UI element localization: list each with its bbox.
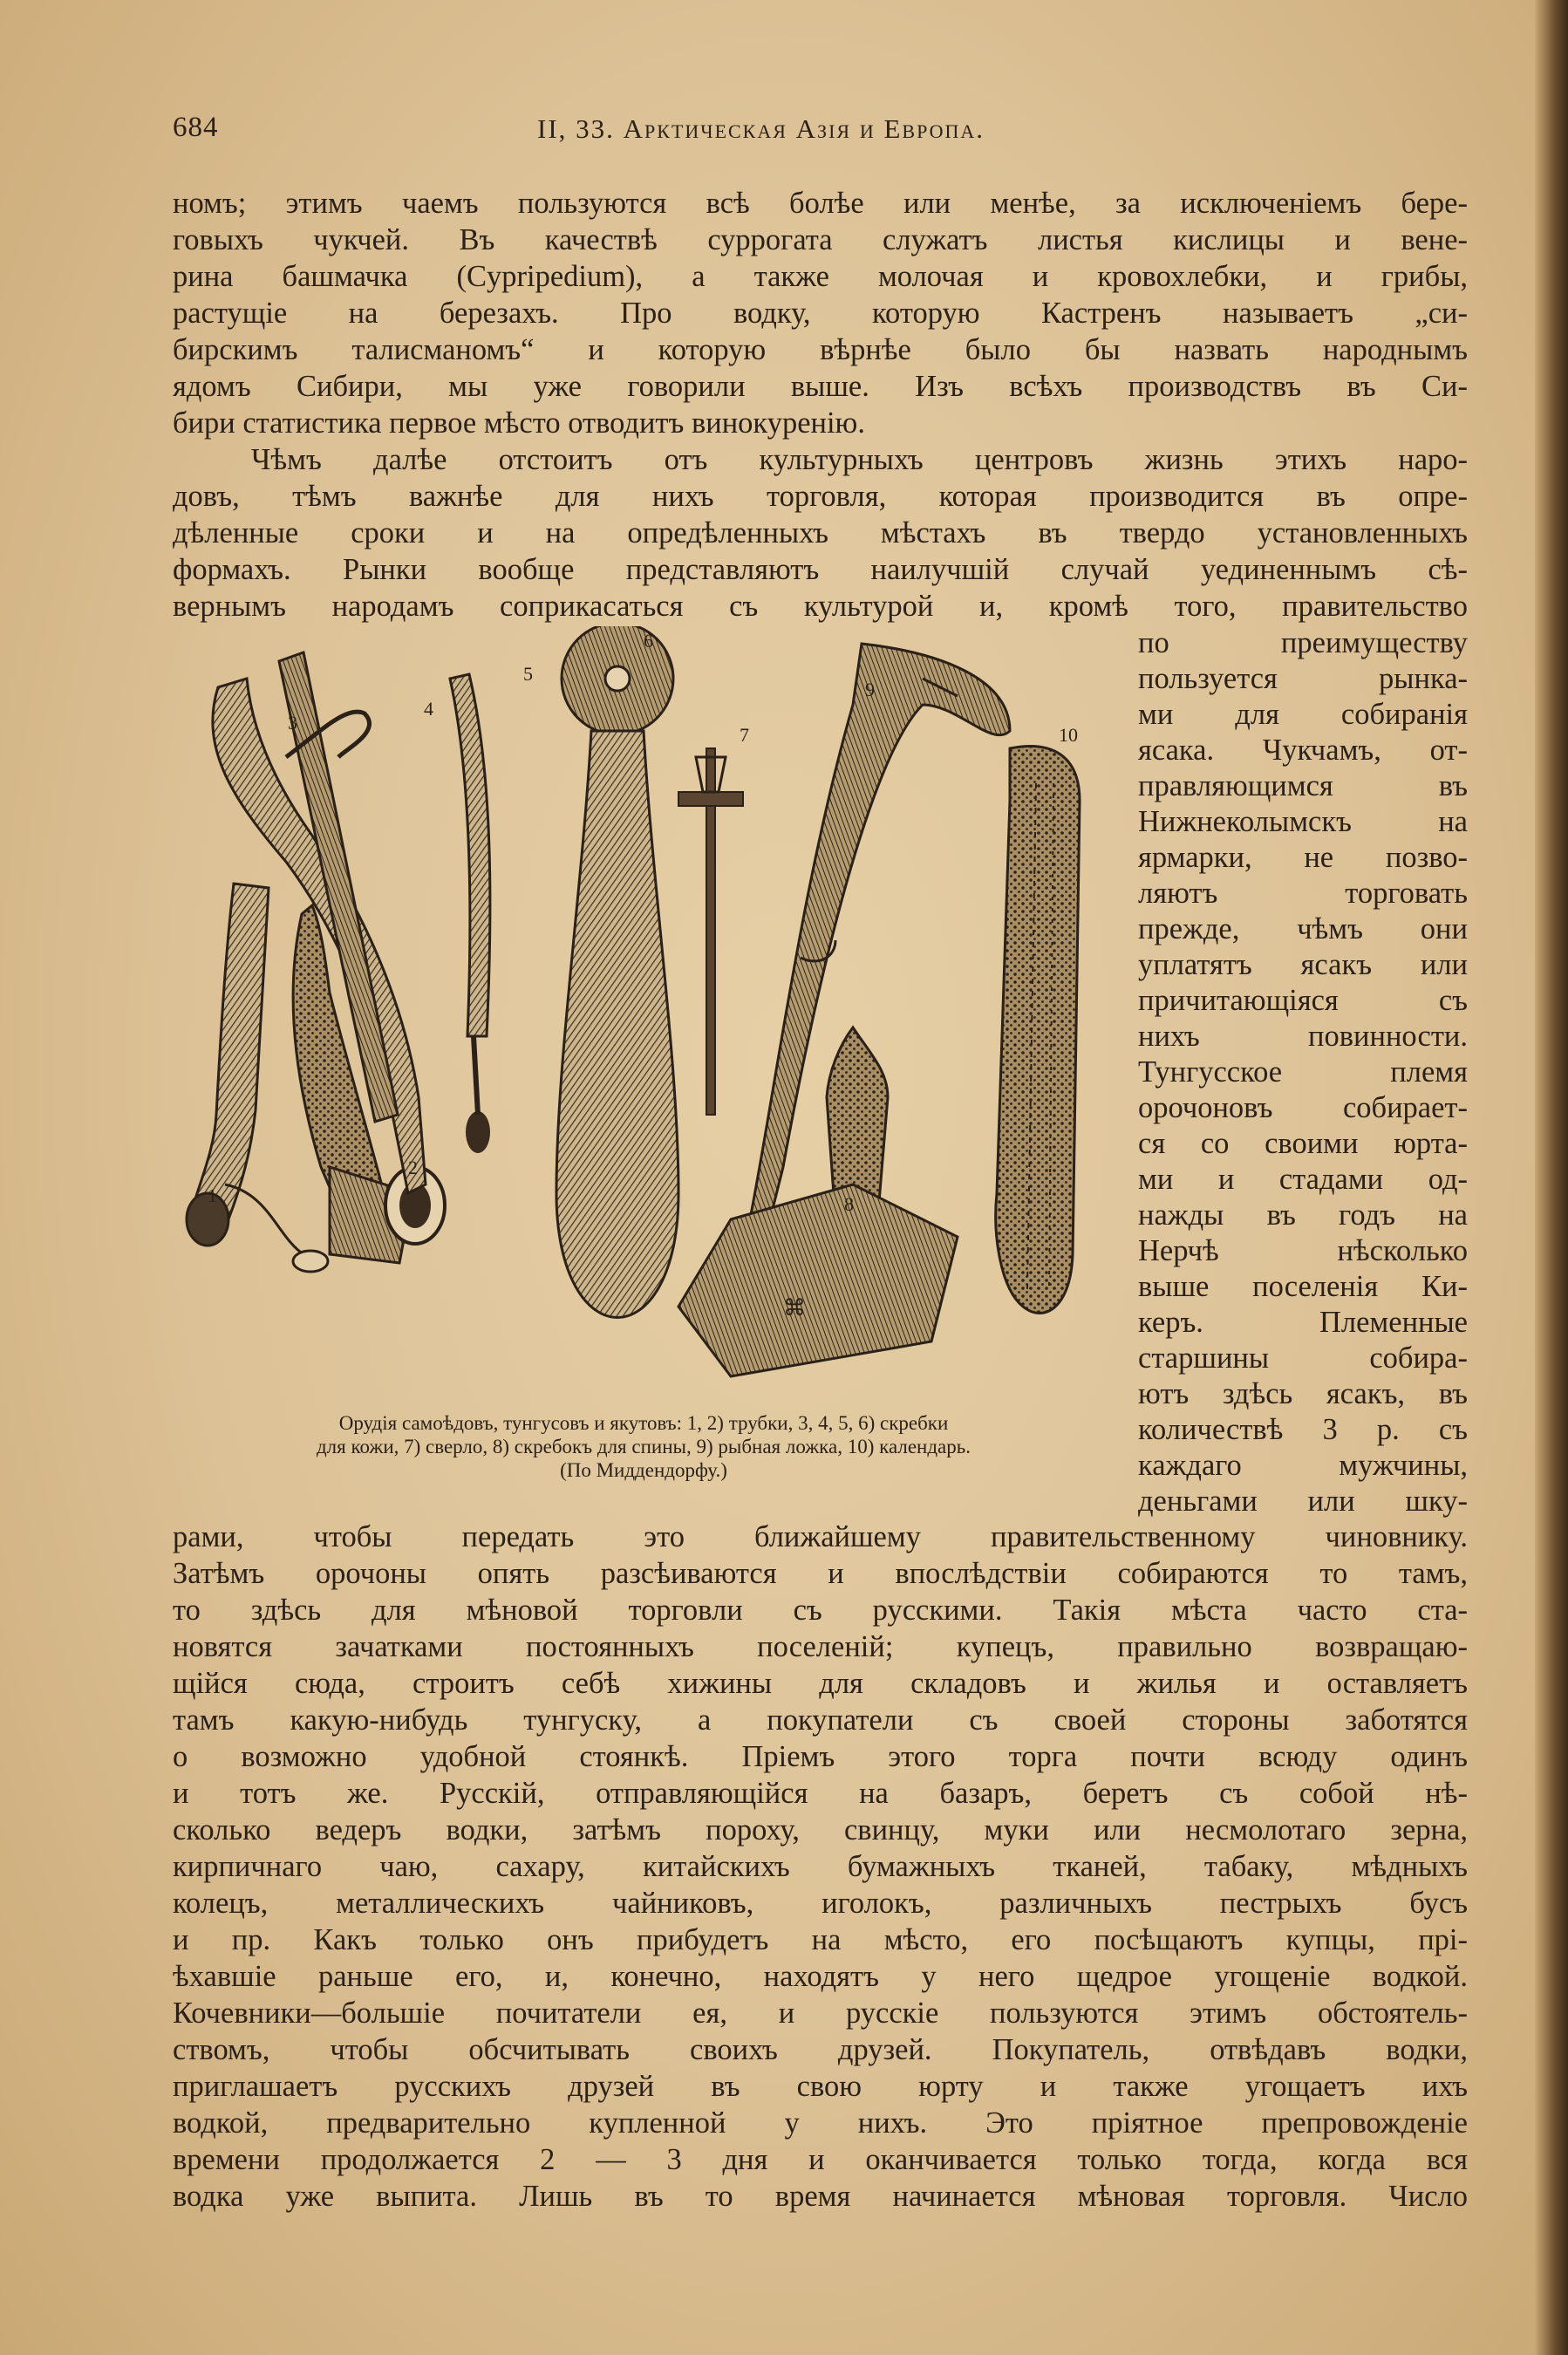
side-text-line: пользуется рынка- <box>1138 662 1468 695</box>
text-line: ядомъ Сибири, мы уже говорили выше. Изъ всѣхъ производствъ въ Си- <box>173 370 1468 403</box>
side-text-line: деньгами или шку- <box>1138 1485 1468 1518</box>
text-line: и тотъ же. Русскій, отправляющійся на базаръ, беретъ съ собой нѣ- <box>173 1777 1468 1810</box>
tool-scraper-5 <box>450 674 490 1153</box>
text-line: Кочевники—большіе почитатели ея, и русскіе пользуются этимъ обстоятель- <box>173 1997 1468 2030</box>
fig-number-7: 7 <box>740 724 749 746</box>
fig-number-9: 9 <box>865 679 875 700</box>
text-line: бири статистика первое мѣсто отводитъ винокуренію. <box>173 406 865 440</box>
side-text-line: каждаго мужчины, <box>1138 1449 1468 1482</box>
running-header <box>173 112 1468 150</box>
text-line: бирскимъ талисманомъ“ и которую вѣрнѣе было бы назвать народнымъ <box>173 333 1468 366</box>
side-text-line: правляющимся въ <box>1138 769 1468 802</box>
text-line: ѣхавшіе раньше его, и, конечно, находятъ у него щедрое угощеніе водкой. <box>173 1960 1468 1993</box>
page-edge-shadow <box>1535 0 1568 2355</box>
text-line: вернымъ народамъ соприкасаться съ культурой и, кромѣ того, правительство <box>173 590 1468 623</box>
figure-caption-line: для кожи, 7) сверло, 8) скребокъ для спины, 9) рыбная ложка, 10) календарь. <box>316 1436 971 1457</box>
tools-illustration <box>173 626 1115 1396</box>
fig-number-10: 10 <box>1059 724 1078 746</box>
figure-caption-credit: (По Миддендорфу.) <box>560 1459 727 1481</box>
side-text-line: выше поселенія Ки- <box>1138 1270 1468 1303</box>
text-line: растущіе на березахъ. Про водку, которую Кастренъ называетъ „си- <box>173 297 1468 330</box>
text-line: приглашаетъ русскихъ друзей въ свою юрту и также угощаетъ ихъ <box>173 2070 1468 2103</box>
tool-back-scraper-8 <box>678 1027 958 1376</box>
text-line: номъ; этимъ чаемъ пользуются всѣ болѣе или менѣе, за исключеніемъ бере- <box>173 187 1468 220</box>
side-text-line: старшины собира- <box>1138 1341 1468 1375</box>
fig-number-3: 3 <box>288 712 297 734</box>
figure-caption-line: Орудія самоѣдовъ, тунгусовъ и якутовъ: 1, 2) трубки, 3, 4, 5, 6) скребки <box>338 1412 949 1434</box>
side-text-line: уплатятъ ясакъ или <box>1138 948 1468 981</box>
side-text-line: Нерчѣ нѣсколько <box>1138 1234 1468 1267</box>
side-text-line: орочоновъ собирает- <box>1138 1091 1468 1124</box>
text-line: щійся сюда, строитъ себѣ хижины для складовъ и жилья и оставляетъ <box>173 1667 1468 1700</box>
side-text-line: нажды въ годъ на <box>1138 1198 1468 1232</box>
text-line: формахъ. Рынки вообще представляютъ наилучшій случай уединеннымъ сѣ- <box>173 553 1468 586</box>
svg-text:⌘: ⌘ <box>783 1295 806 1321</box>
text-line: довъ, тѣмъ важнѣе для нихъ торговля, которая производится въ опре- <box>173 480 1468 513</box>
fig-number-2: 2 <box>408 1157 418 1178</box>
fig-number-4: 4 <box>424 698 433 720</box>
side-text-line: ми для собиранія <box>1138 698 1468 731</box>
side-text-line: Тунгусское племя <box>1138 1055 1468 1089</box>
text-line: водкой, предварительно купленной у нихъ. Это пріятное препровожденіе <box>173 2106 1468 2140</box>
text-line: кирпичнаго чаю, сахару, китайскихъ бумажныхъ тканей, табаку, мѣдныхъ <box>173 1850 1468 1883</box>
side-text-line: ютъ здѣсь ясакъ, въ <box>1138 1377 1468 1410</box>
side-text-line: причитающіяся съ <box>1138 984 1468 1017</box>
text-line: ствомъ, чтобы обсчитывать своихъ друзей. Покупатель, отвѣдавъ водки, <box>173 2033 1468 2066</box>
page-number: 684 <box>173 112 219 143</box>
text-line: сколько ведеръ водки, затѣмъ пороху, свинцу, муки или несмолотаго зерна, <box>173 1813 1468 1846</box>
side-text-line: нихъ повинности. <box>1138 1020 1468 1053</box>
side-text-line: ся со своими юрта- <box>1138 1127 1468 1160</box>
tool-calendar-10 <box>996 747 1080 1314</box>
text-line: тамъ какую-нибудь тунгуску, а покупатели съ своей стороны заботятся <box>173 1703 1468 1737</box>
tool-scraper-6 <box>556 626 678 1318</box>
side-text-line: Нижнеколымскъ на <box>1138 805 1468 838</box>
side-text-line: по преимуществу <box>1138 626 1468 659</box>
side-text-line: ми и стадами од- <box>1138 1163 1468 1196</box>
side-text-line: керъ. Племенные <box>1138 1306 1468 1339</box>
fig-number-5: 5 <box>523 663 533 685</box>
text-line: о возможно удобной стоянкѣ. Пріемъ этого торга почти всюду одинъ <box>173 1740 1468 1773</box>
side-text-line: ляютъ торговать <box>1138 877 1468 910</box>
text-line: говыхъ чукчей. Въ качествѣ суррогата служатъ листья кислицы и вене- <box>173 223 1468 256</box>
text-line: времени продолжается 2 — 3 дня и оканчивается только тогда, когда вся <box>173 2143 1468 2176</box>
side-text-line: количествѣ 3 р. съ <box>1138 1413 1468 1446</box>
text-line: дѣленные сроки и на опредѣленныхъ мѣстахъ въ твердо установленныхъ <box>173 516 1468 550</box>
text-line: то здѣсь для мѣновой торговли съ русскими. Такія мѣста часто ста- <box>173 1594 1468 1627</box>
side-text-line: ясака. Чукчамъ, от- <box>1138 734 1468 767</box>
text-line: водка уже выпита. Лишь въ то время начинается мѣновая торговля. Число <box>173 2180 1468 2213</box>
fig-number-8: 8 <box>844 1193 854 1215</box>
tool-drill-7 <box>678 748 743 1115</box>
fig-number-1: 1 <box>208 1184 217 1206</box>
text-line: рина башмачка (Cypripedium), а также молочая и кровохлебки, и грибы, <box>173 260 1468 293</box>
text-line: Затѣмъ орочоны опять разсѣиваются и впослѣдствіи собираются то тамъ, <box>173 1557 1468 1590</box>
text-line: рами, чтобы передать это ближайшему правительственному чиновнику. <box>173 1520 1468 1553</box>
text-line: Чѣмъ далѣе отстоитъ отъ культурныхъ центровъ жизнь этихъ наро- <box>251 443 1468 476</box>
fig-number-6: 6 <box>644 630 653 652</box>
running-title: II, 33. Арктическая Азія и Европа. <box>537 113 985 144</box>
side-text-line: прежде, чѣмъ они <box>1138 912 1468 945</box>
text-line: колецъ, металлическихъ чайниковъ, иголокъ, различныхъ пестрыхъ бусъ <box>173 1887 1468 1920</box>
text-line: новятся зачатками постоянныхъ поселеній; купецъ, правильно возвращаю- <box>173 1630 1468 1663</box>
side-text-line: ярмарки, не позво- <box>1138 841 1468 874</box>
text-line: и пр. Какъ только онъ прибудетъ на мѣсто, его посѣщаютъ купцы, прі- <box>173 1923 1468 1956</box>
